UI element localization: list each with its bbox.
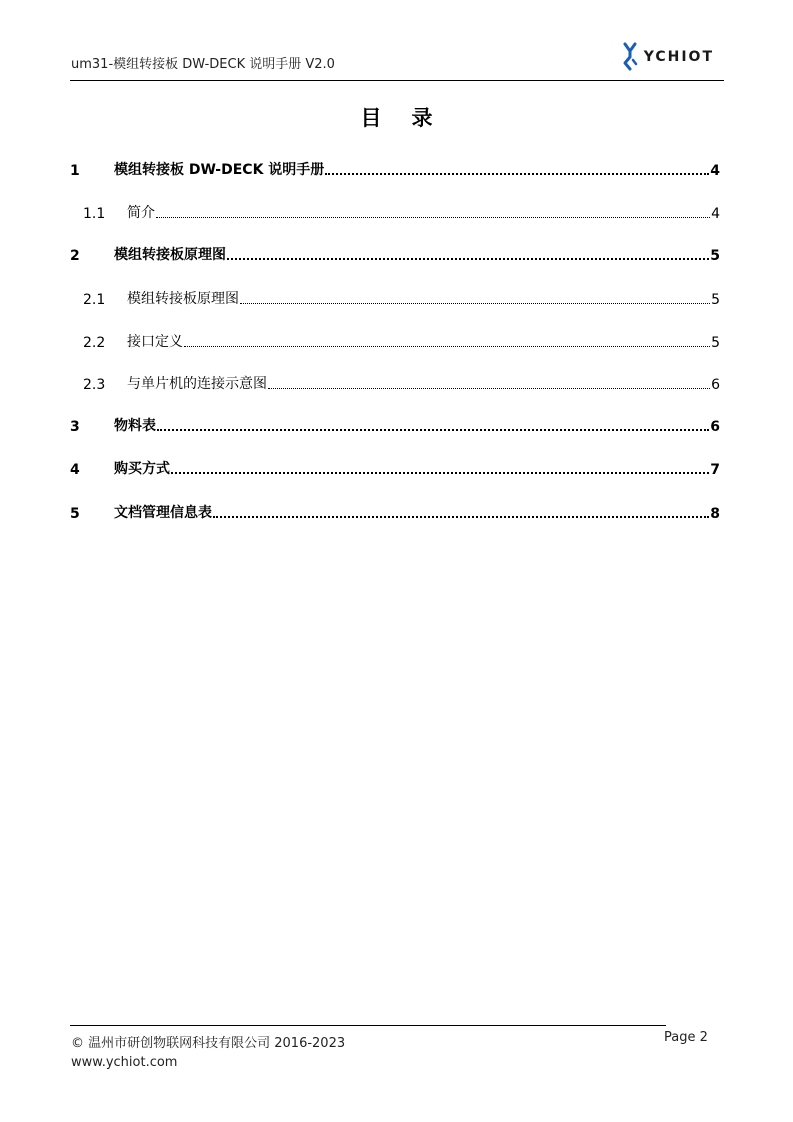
toc-entry-page: 5 [711,335,720,351]
toc-entry-number: 3 [70,419,80,435]
toc-entry[interactable] [70,242,720,264]
toc-entry[interactable] [70,200,720,222]
toc-leader-dots [157,429,709,431]
footer-divider [70,1025,666,1026]
toc-title: 目录 [360,106,463,130]
page-header [70,40,724,81]
toc-entry-number: 2.1 [83,292,106,308]
toc-entry-page: 5 [710,248,720,264]
document-title: um31-模组转接板 DW-DECK 说明手册 V2.0 [71,57,335,72]
toc-entry[interactable] [70,413,720,435]
toc-entry-page: 7 [710,462,720,478]
toc-leader-dots [213,516,709,518]
toc-entry-number: 5 [70,506,80,522]
toc-entry-label: 模组转接板原理图 [114,247,226,263]
toc-entry-number: 1.1 [83,206,106,222]
toc-entry-label: 接口定义 [127,334,183,350]
toc-entry-label: 与单片机的连接示意图 [127,376,267,392]
company-logo [622,42,714,72]
page-number: Page 2 [664,1030,708,1045]
toc-leader-dots [268,388,710,389]
toc-entry-number: 2 [70,248,80,264]
toc-entry-page: 4 [711,206,720,222]
toc-entry-number: 2.3 [83,377,106,393]
toc-entry-label: 文档管理信息表 [114,505,212,521]
toc-leader-dots [171,472,709,474]
toc-entry-number: 1 [70,163,80,179]
toc-entry-page: 5 [711,292,720,308]
toc-leader-dots [227,258,709,260]
toc-entry[interactable] [70,286,720,308]
toc-leader-dots [240,303,710,304]
toc-entry-page: 6 [710,419,720,435]
logo-text: YCHIOT [643,49,714,65]
toc-entry[interactable] [70,157,720,179]
toc-entry-number: 4 [70,462,80,478]
toc-entry[interactable] [70,371,720,393]
toc-entry-page: 8 [710,506,720,522]
toc-leader-dots [156,217,710,218]
toc-entry[interactable] [70,500,720,522]
footer-copyright: © 温州市研创物联网科技有限公司 2016-2023 [71,1036,346,1051]
toc-entry[interactable] [70,456,720,478]
ychiot-logo-icon [622,42,638,72]
toc-entry-number: 2.2 [83,335,106,351]
toc-entry-label: 模组转接板 DW-DECK 说明手册 [114,162,325,178]
toc-leader-dots [184,346,710,347]
toc-entry[interactable] [70,329,720,351]
toc-entry-label: 模组转接板原理图 [127,291,239,307]
toc-entry-page: 4 [710,163,720,179]
footer-website: www.ychiot.com [71,1055,178,1070]
toc-entry-label: 物料表 [114,418,156,434]
toc-entry-label: 购买方式 [114,461,170,477]
toc-entry-page: 6 [711,377,720,393]
toc-entry-label: 简介 [127,205,155,221]
toc-leader-dots [325,173,709,175]
